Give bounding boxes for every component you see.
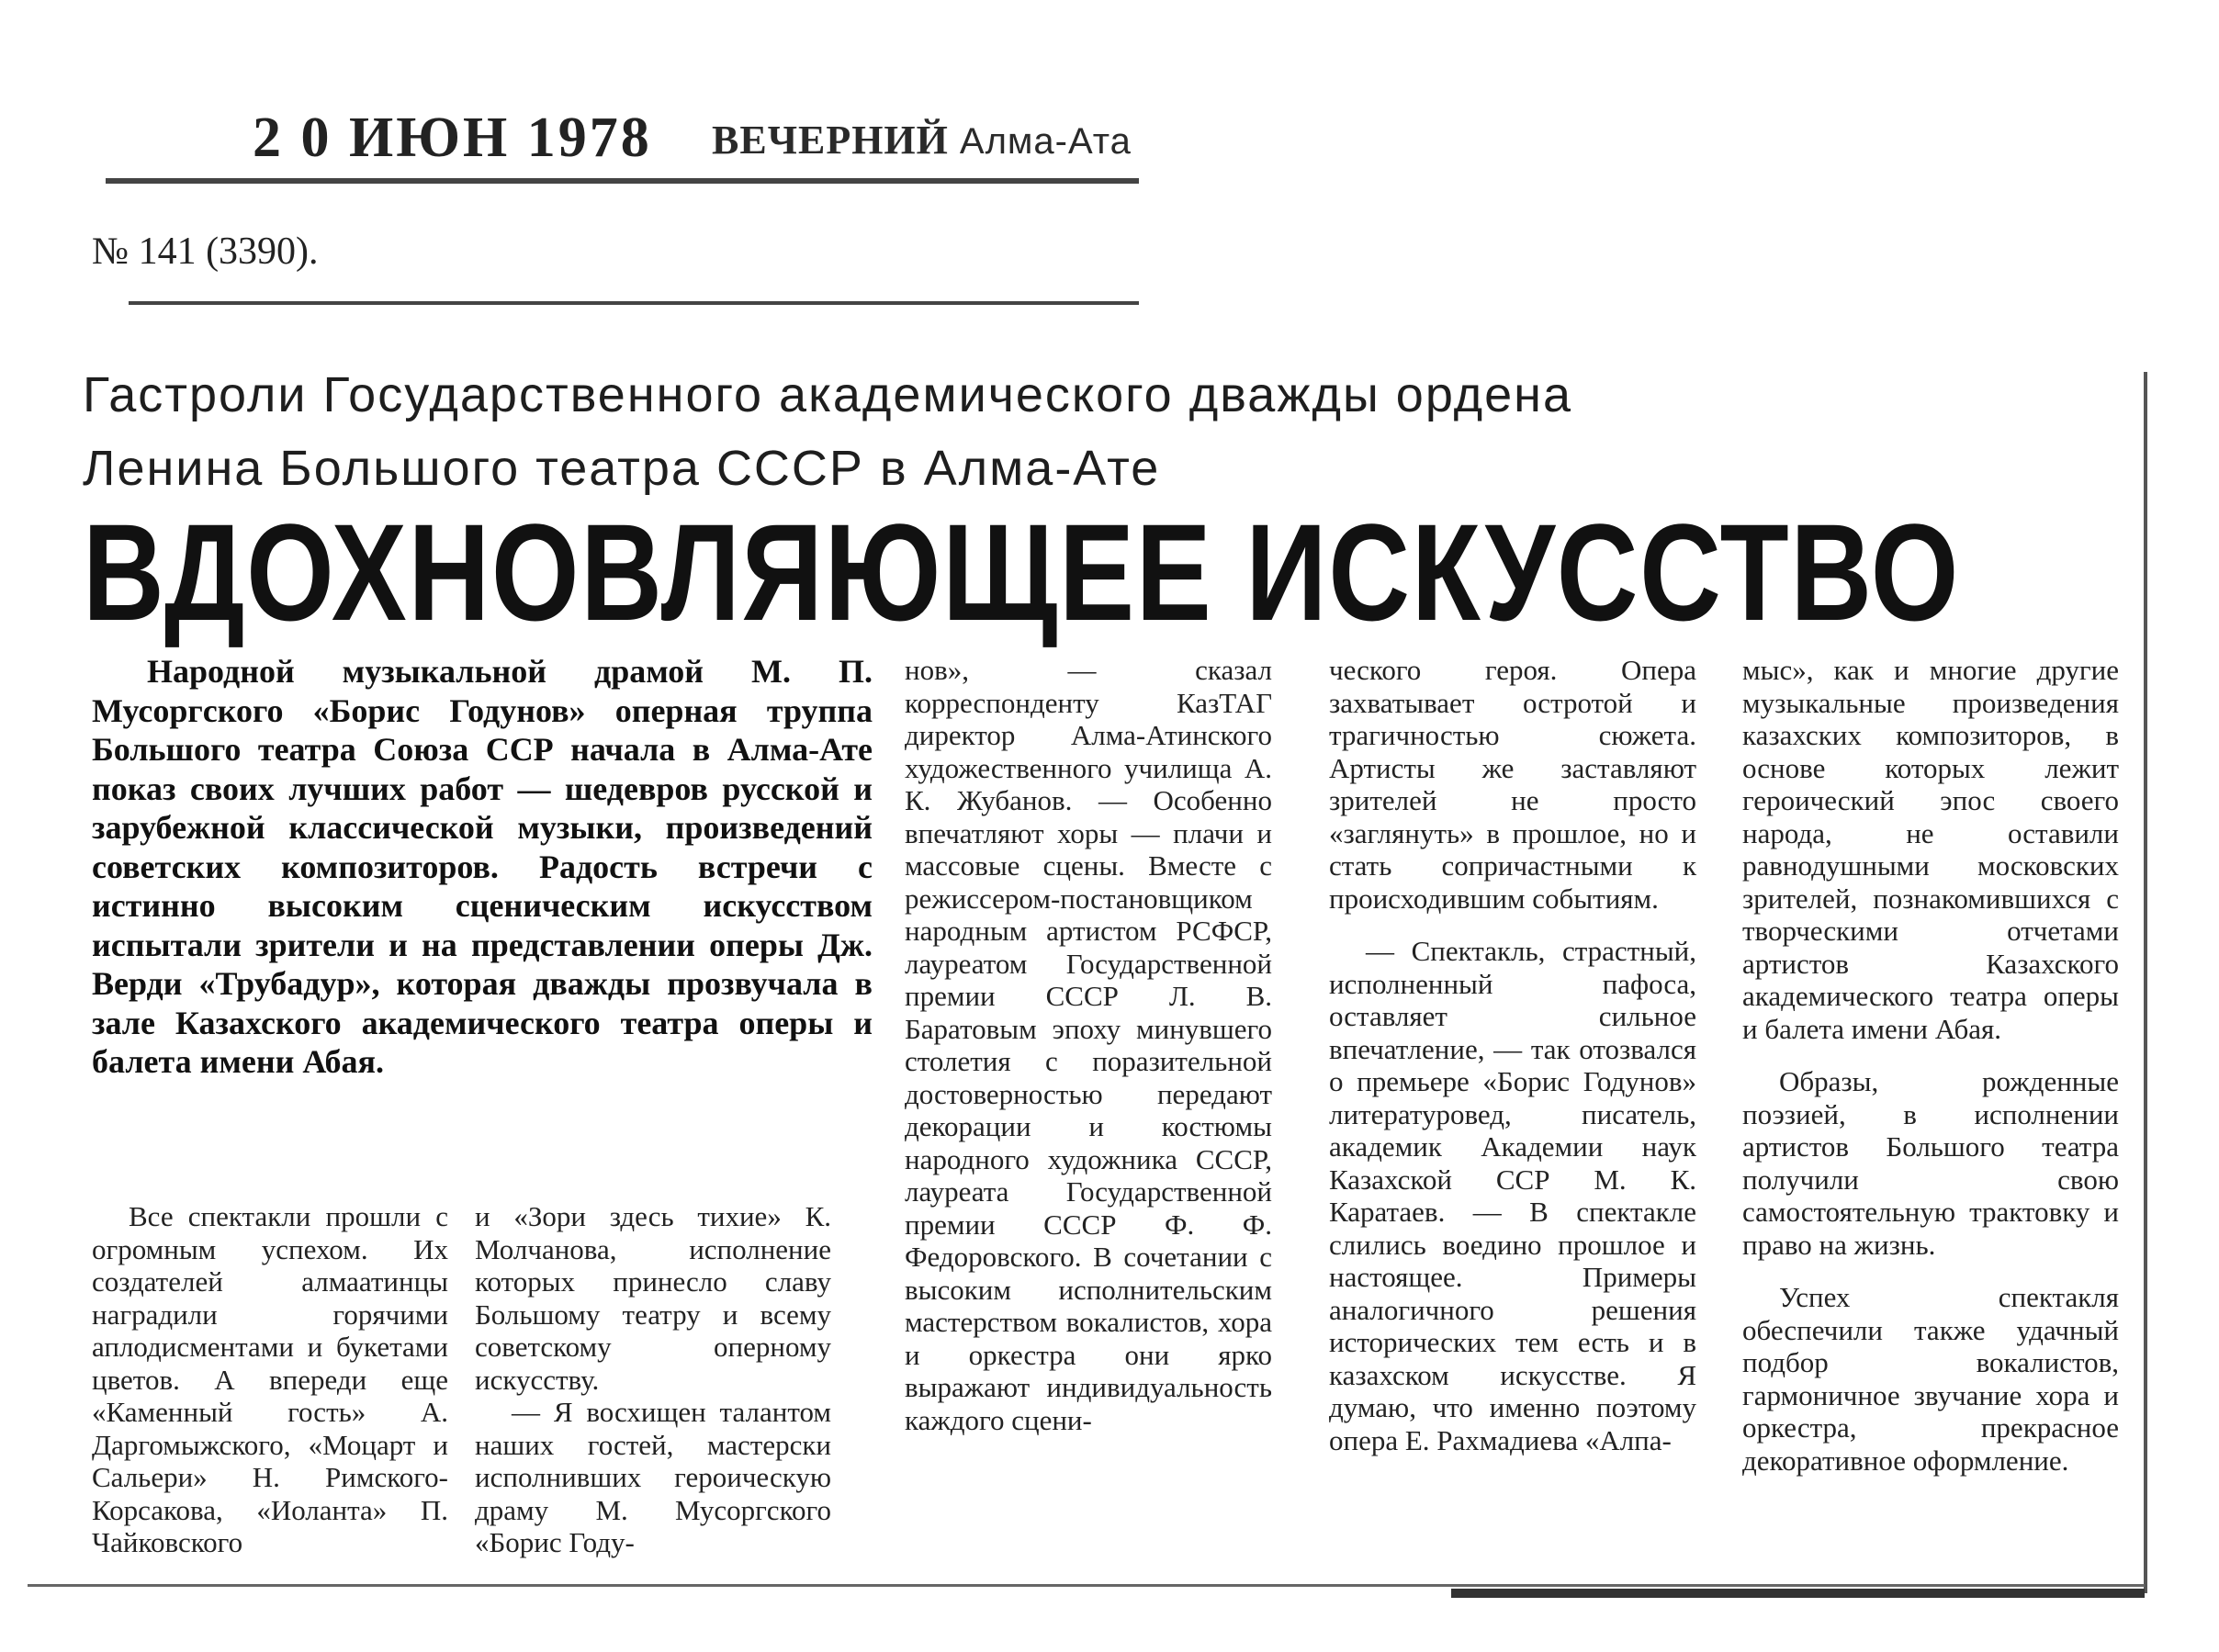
text-column-2 xyxy=(475,1200,831,1559)
article-headline: ВДОХНОВЛЯЮЩЕЕ ИСКУССТВО xyxy=(83,495,1961,649)
paragraph: ческого героя. Опера захватывает остротой и трагичностью сюжета. Артисты же заставляют зрителей не просто «заглянуть» в прошлое, но и стать сопричастными к происходившим событиям. xyxy=(1329,654,1696,915)
masthead-divider xyxy=(106,178,1139,184)
kicker-line-2: Ленина Большого театра СССР в Алма-Ате xyxy=(83,441,1161,496)
text-column-3 xyxy=(905,654,1272,1436)
article-kicker xyxy=(83,358,1572,505)
text-column-1 xyxy=(92,1200,448,1559)
issue-divider xyxy=(129,301,1139,305)
text-column-5 xyxy=(1742,654,2119,1477)
article-lead xyxy=(92,652,873,1082)
newspaper-city: Алма-Ата xyxy=(959,121,1132,162)
text-column-4 xyxy=(1329,654,1696,1456)
kicker-line-1: Гастроли Государственного академического дважды ордена xyxy=(83,367,1573,422)
newspaper-title: ВЕЧЕРНИЙ xyxy=(712,118,949,163)
bottom-border xyxy=(28,1584,2145,1587)
paragraph: — Спектакль, страстный, исполненный пафоса, оставляет сильное впечатление, — так отозвался о премьере «Борис Годунов» литературовед, писатель, академик Академии наук Казахской ССР М. К. Каратаев. — В спектакле слились воедино прошлое и настоящее. Примеры аналогичного решения исторических тем есть и в казахском искусстве. Я думаю, что именно поэтому опера Е. Рахмадиева «Алпа- xyxy=(1329,935,1696,1456)
paragraph: Образы, рожденные поэзией, в исполнении артистов Большого театра получили свою самостоятельную трактовку и право на жизнь. xyxy=(1742,1065,2119,1261)
bottom-border-heavy xyxy=(1451,1589,2145,1598)
paragraph: мыс», как и многие другие музыкальные произведения казахских композиторов, в основе которых лежит героический эпос своего народа, не оставили равнодушными московских зрителей, познакомившихся с творческими отчетами артистов Казахского академического театра оперы и балета имени Абая. xyxy=(1742,654,2119,1045)
paragraph: — Я восхищен талантом наших гостей, мастерски исполнивших героическую драму М. Мусоргского «Борис Году- xyxy=(475,1396,831,1558)
right-column-border xyxy=(2144,372,2147,1593)
paragraph: и «Зори здесь тихие» К. Молчанова, исполнение которых принесло славу Большому театру и всему советскому оперному искусству. xyxy=(475,1200,831,1396)
lead-paragraph: Народной музыкальной драмой М. П. Мусоргского «Борис Годунов» оперная труппа Большого театра Союза ССР начала в Алма-Ате показ своих лучших работ — шедевров русской и зарубежной классической музыки, произведений советских композиторов. Радость встречи с истинно высоким сценическим искусством испытали зрители и на представлении оперы Дж. Верди «Трубадур», которая дважды прозвучала в зале Казахского академического театра оперы и балета имени Абая. xyxy=(92,653,873,1080)
paragraph: Успех спектакля обеспечили также удачный подбор вокалистов, гармоничное звучание хора и оркестра, прекрасное декоративное оформление. xyxy=(1742,1281,2119,1477)
paragraph: Все спектакли прошли с огромным успехом. Их создателей алмаатинцы наградили горячими аплодисментами и букетами цветов. А впереди еще «Каменный гость» А. Даргомыжского, «Моцарт и Сальери» Н. Римского-Корсакова, «Иоланта» П. Чайковского xyxy=(92,1200,448,1558)
paragraph: нов», — сказал корреспонденту КазТАГ директор Алма-Атинского художественного училища А. К. Жубанов. — Особенно впечатляют хоры — плачи и массовые сцены. Вместе с режиссером-постановщиком народным артистом РСФСР, лауреатом Государственной премии СССР Л. В. Баратовым эпоху минувшего столетия с поразительной достоверностью передают декорации и костюмы народного художника СССР, лауреата Государственной премии СССР Ф. Ф. Федоровского. В сочетании с высоким исполнительским мастерством вокалистов, хора и оркестра они ярко выражают индивидуальность каждого сцени- xyxy=(905,654,1272,1436)
publication-date: 2 0 ИЮН 1978 xyxy=(253,107,652,169)
newspaper-name xyxy=(712,117,1132,163)
issue-number: № 141 (3390). xyxy=(92,230,319,273)
